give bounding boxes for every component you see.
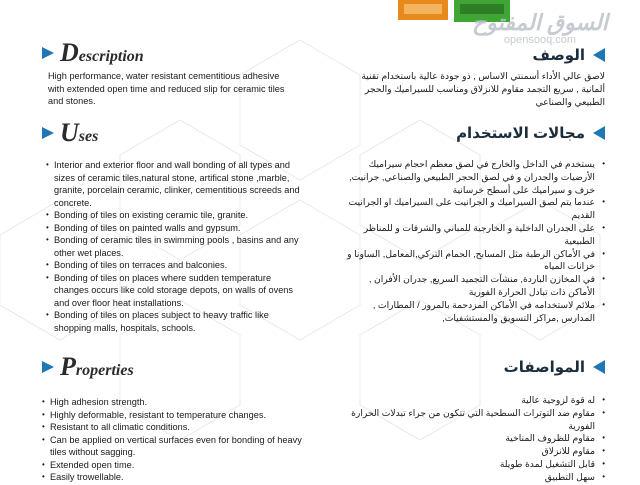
list-item: • Interior and exterior floor and wall bonding of all types and sizes of ceramic tiles,natural stone, artifical stone ,marble, granite, porcelain ceramic, clinker, cementitious screeds and concrete. [46, 159, 304, 209]
heading-arrow-icon [42, 127, 54, 139]
list-item: • سهل التطبيق [340, 471, 605, 484]
heading-arrow-icon [593, 126, 605, 140]
list-item: • مقاوم للظروف المناخية [340, 432, 605, 445]
list-item: • Bonding of tiles on painted walls and gypsum. [46, 222, 304, 235]
arabic-description-heading: الوصف [532, 46, 605, 64]
list-item: • Bonding of tiles on existing ceramic tile, granite. [46, 209, 304, 222]
arabic-uses-list [340, 158, 605, 324]
list-item: • قابل التشغيل لمدة طويلة [340, 458, 605, 471]
arabic-properties-heading: المواصفات [504, 358, 605, 376]
properties-list [42, 396, 304, 484]
list-item: • High adhesion strength. [42, 396, 304, 409]
list-item: • Can be applied on vertical surfaces even for bonding of heavy tiles without sagging. [42, 434, 304, 459]
uses-list [46, 159, 304, 334]
heading-arrow-icon [42, 47, 54, 59]
list-item: • Resistant to all climatic conditions. [42, 421, 304, 434]
list-item: • Bonding of tiles on terraces and balconies. [46, 259, 304, 272]
heading-arrow-icon [593, 360, 605, 374]
arabic-description-text: لاصق عالي الأداء أسمنتي الاساس , ذو جودة عالية باستخدام تقنية ألمانية , سريع التجمد مقاوم للانزلاق ومناسب للسيراميك والحجر الطبيعي والصناعي [361, 71, 605, 107]
description-heading: Description [42, 38, 144, 68]
heading-arrow-icon [42, 361, 54, 373]
arabic-properties-list [340, 394, 605, 484]
list-item: • له قوة لزوجية عالية [340, 394, 605, 407]
arabic-uses-heading: مجالات الاستخدام [456, 124, 605, 142]
list-item: • على الجدران الداخلية و الخارجية للمباني والشرفات و للمناظر الطبيعية [340, 222, 605, 248]
list-item: • ملائم لاستخدامه في الأماكن المزدحمة بالمرور / المطارات , المدارس ,مراكز التسويق والمستشفيات, [340, 299, 605, 325]
list-item: • Extended open time. [42, 459, 304, 472]
list-item: • مقاوم ضد التوترات السطحية التي تتكون من جراء تبدلات الحرارة الفورية [340, 407, 605, 433]
list-item: • Highly deformable, resistant to temperature changes. [42, 409, 304, 422]
properties-heading: Properties [42, 352, 134, 382]
list-item: • يستخدم في الداخل والخارج في لصق معظم احجام سيراميك الأرضيات والجدران و في لصق الحجر الطبيعي والصناعي, جرانيت, خزف و سيراميك على أسطح خرسانية [340, 158, 605, 196]
watermark-english: opensooq.com [503, 34, 577, 46]
list-item: • Bonding of ceramic tiles in swimming pools , basins and any other wet places. [46, 234, 304, 259]
uses-heading: Uses [42, 118, 98, 148]
list-item: • Bonding of tiles on places subject to heavy traffic like shopping malls, hospitals, schools. [46, 309, 304, 334]
list-item: • مقاوم للانزلاق [340, 445, 605, 458]
description-text: High performance, water resistant cementitious adhesive with extended open time and reduced slip for ceramic tiles and stones. [48, 71, 285, 106]
list-item: • Bonding of tiles on places where sudden temperature changes occurs like cold storage depots, on walls of ovens and over floor heat installations. [46, 272, 304, 310]
list-item: • في الأماكن الرطبة مثل المسابح, الحمام التركي,المعامل, الساونا و خزانات المياه [340, 248, 605, 274]
list-item: • في المخازن الباردة, منشآت التجميد السريع, جدران الأفران , الأماكن ذات تبادل الحرارة الفورية [340, 273, 605, 299]
watermark-logo [455, 10, 625, 46]
watermark-arabic: السوق المفتوح [472, 10, 608, 35]
list-item: • عندما يتم لصق السيراميك و الجرانيت على السيراميك او الجرانيت القديم [340, 196, 605, 222]
list-item: • Easily trowellable. [42, 471, 304, 484]
heading-arrow-icon [593, 48, 605, 62]
